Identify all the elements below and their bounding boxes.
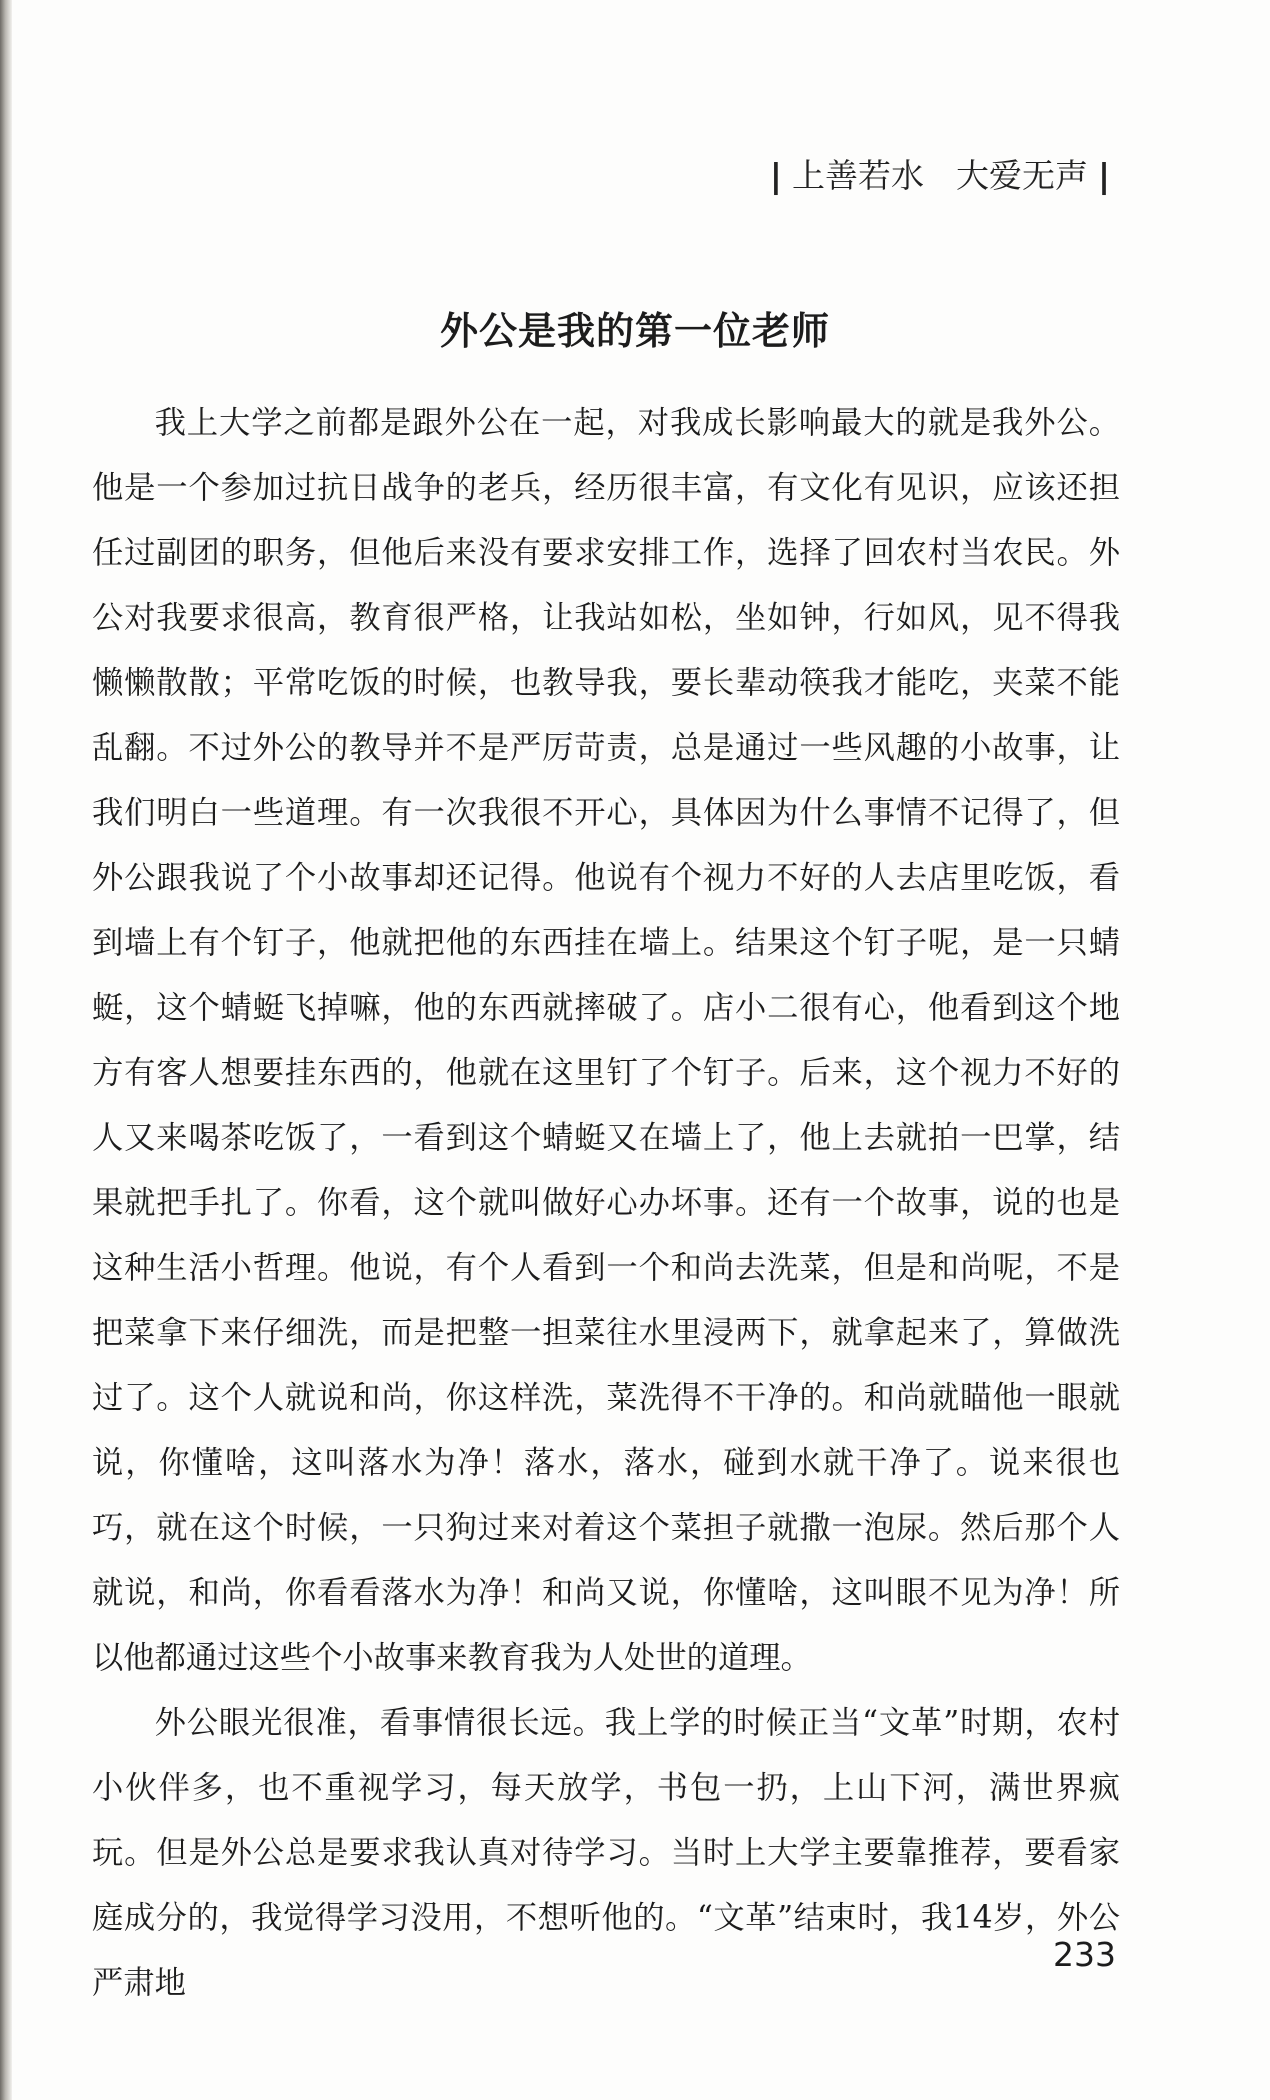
- paragraph-1: 我上大学之前都是跟外公在一起，对我成长影响最大的就是我外公。他是一个参加过抗日战争的老兵，经历很丰富，有文化有见识，应该还担任过副团的职务，但他后来没有要求安排工作，选择了回农村当农民。外公对我要求很高，教育很严格，让我站如松，坐如钟，行如风，见不得我懒懒散散；平常吃饭的时候，也教导我，要长辈动筷我才能吃，夹菜不能乱翻。不过外公的教导并不是严厉苛责，总是通过一些风趣的小故事，让我们明白一些道理。有一次我很不开心，具体因为什么事情不记得了，但外公跟我说了个小故事却还记得。他说有个视力不好的人去店里吃饭，看到墙上有个钉子，他就把他的东西挂在墙上。结果这个钉子呢，是一只蜻蜓，这个蜻蜓飞掉嘛，他的东西就摔破了。店小二很有心，他看到这个地方有客人想要挂东西的，他就在这里钉了个钉子。后来，这个视力不好的人又来喝茶吃饭了，一看到这个蜻蜓又在墙上了，他上去就拍一巴掌，结果就把手扎了。你看，这个就叫做好心办坏事。还有一个故事，说的也是这种生活小哲理。他说，有个人看到一个和尚去洗菜，但是和尚呢，不是把菜拿下来仔细洗，而是把整一担菜往水里浸两下，就拿起来了，算做洗过了。这个人就说和尚，你这样洗，菜洗得不干净的。和尚就瞄他一眼就说，你懂啥，这叫落水为净！落水，落水，碰到水就干净了。说来很也巧，就在这个时候，一只狗过来对着这个菜担子就撒一泡尿。然后那个人就说，和尚，你看看落水为净！和尚又说，你懂啥，这叫眼不见为净！所以他都通过这些个小故事来教育我为人处世的道理。: [92, 405, 1120, 1676]
- header-right-phrase: 大爱无声: [955, 156, 1088, 195]
- running-header: [760, 150, 1120, 197]
- header-bar-right: |: [1097, 156, 1110, 195]
- page-number: 233: [1053, 1935, 1116, 1974]
- article-body: [92, 391, 1120, 2016]
- paragraph-2: 外公眼光很准，看事情很长远。我上学的时候正当“文革”时期，农村小伙伴多，也不重视学习，每天放学，书包一扔，上山下河，满世界疯玩。但是外公总是要求我认真对待学习。当时上大学主要靠推荐，要看家庭成分的，我觉得学习没用，不想听他的。“文革”结束时，我14岁，外公严肃地: [92, 1705, 1120, 2001]
- header-left-phrase: 上善若水: [791, 156, 924, 195]
- header-bar-left: |: [769, 156, 782, 195]
- article-title: 外公是我的第一位老师: [439, 308, 830, 353]
